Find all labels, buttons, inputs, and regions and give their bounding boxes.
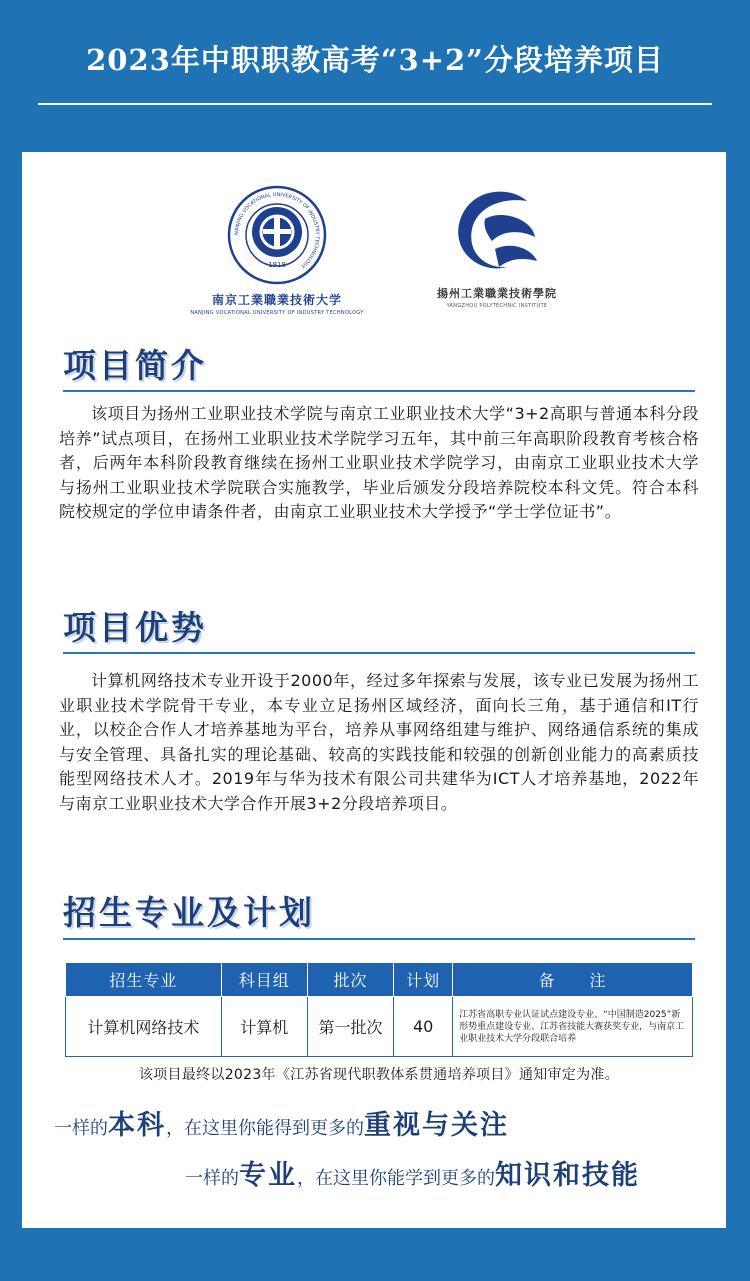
slogan2-part-a: 一样的 — [185, 1168, 239, 1189]
cell-quota: 40 — [394, 997, 453, 1057]
slogan-line-1 — [54, 1112, 509, 1139]
header-note: 备 注 — [453, 963, 693, 997]
slogan1-part-a: 一样的 — [54, 1118, 108, 1139]
cell-subject-group: 计算机 — [221, 997, 307, 1057]
page-title: 2023年中职职教高考“3+2”分段培养项目 — [86, 43, 664, 77]
content-panel — [22, 152, 726, 1228]
logo-nanjing-vocational-university — [182, 185, 372, 316]
nanjing-name-cn: 南京工業職業技術大学 — [211, 293, 342, 307]
yangzhou-name-cn: 揚州工業職業技術學院 — [437, 287, 557, 300]
header-subject-group: 科目组 — [221, 963, 307, 997]
section-divider-plan — [63, 938, 695, 940]
nanjing-name-en: NANJING VOCATIONAL UNIVERSITY OF INDUSTRY TECHNOLOGY — [190, 310, 364, 316]
header-divider — [38, 103, 712, 105]
slogan2-part-d: 知识和技能 — [495, 1160, 640, 1191]
slogan2-part-b: 专业 — [239, 1160, 297, 1191]
logo-yangzhou-polytechnic — [417, 179, 577, 309]
cell-major: 计算机网络技术 — [66, 997, 222, 1057]
enrollment-plan-table — [65, 962, 693, 1057]
header-major: 招生专业 — [66, 963, 222, 997]
cell-batch: 第一批次 — [307, 997, 393, 1057]
yangzhou-name-en: YANGZHOU POLYTECHNIC INSTITUTE — [446, 303, 548, 309]
slogan-line-2 — [185, 1162, 640, 1189]
header-quota: 计划 — [394, 963, 453, 997]
svg-text:NANJING VOCATIONAL UNIVERSITY: NANJING VOCATIONAL UNIVERSITY OF INDUSTRY TECHNOLOGY — [233, 191, 321, 270]
cell-note: 江苏省高职专业认证试点建设专业、“中国制造2025”新形势重点建设专业、江苏省技能大赛获奖专业，与南京工业职业技术大学分段联合培养 — [453, 997, 693, 1057]
section-title-advantage: 项目优势 — [63, 608, 207, 647]
slogan1-part-c: ，在这里你能得到更多的 — [166, 1118, 364, 1139]
section-title-intro: 项目简介 — [63, 346, 207, 385]
intro-paragraph: 该项目为扬州工业职业技术学院与南京工业职业技术大学“3+2高职与普通本科分段培养”试点项目，在扬州工业职业技术学院学习五年，其中前三年高职阶段教育考核合格者，后两年本科阶段教育继续在扬州工业职业技术学院学习，由南京工业职业技术大学与扬州工业职业技术学院联合实施教学，毕业后颁发分段培养院校本科文凭。符合本科院校规定的学位申请条件者，由南京工业职业技术大学授予“学士学位证书”。 — [59, 404, 699, 521]
section-title-plan: 招生专业及计划 — [63, 893, 315, 932]
advantage-paragraph: 计算机网络技术专业开设于2000年，经过多年探索与发展，该专业已发展为扬州工业职业技术学院骨干专业，本专业立足扬州区域经济，面向长三角，基于通信和IT行业，以校企合作人才培养基地为平台，培养从事网络组建与维护、网络通信系统的集成与安全管理、具备扎实的理论基础、较高的实践技能和较强的创新创业能力的高素质技能型网络技术人才。2019年与华为技术有限公司共建华为ICT人才培养基地，2022年与南京工业职业技术大学合作开展3+2分段培养项目。 — [59, 671, 699, 813]
seal-year: 1918 — [268, 261, 286, 269]
slogan2-part-c: ，在这里你能学到更多的 — [297, 1168, 495, 1189]
section-divider-intro — [63, 390, 695, 392]
slogan1-part-b: 本科 — [108, 1110, 166, 1141]
header-banner — [0, 0, 750, 120]
nanjing-seal-icon — [227, 185, 327, 285]
table-row — [66, 997, 693, 1057]
plan-footnote: 该项目最终以2023年《江苏省现代职教体系贯通培养项目》通知审定为准。 — [138, 1067, 620, 1083]
yangzhou-swirl-icon — [447, 179, 547, 279]
slogan1-part-d: 重视与关注 — [364, 1110, 509, 1141]
section-divider-advantage — [63, 652, 695, 654]
header-batch: 批次 — [307, 963, 393, 997]
table-header-row — [66, 963, 693, 997]
